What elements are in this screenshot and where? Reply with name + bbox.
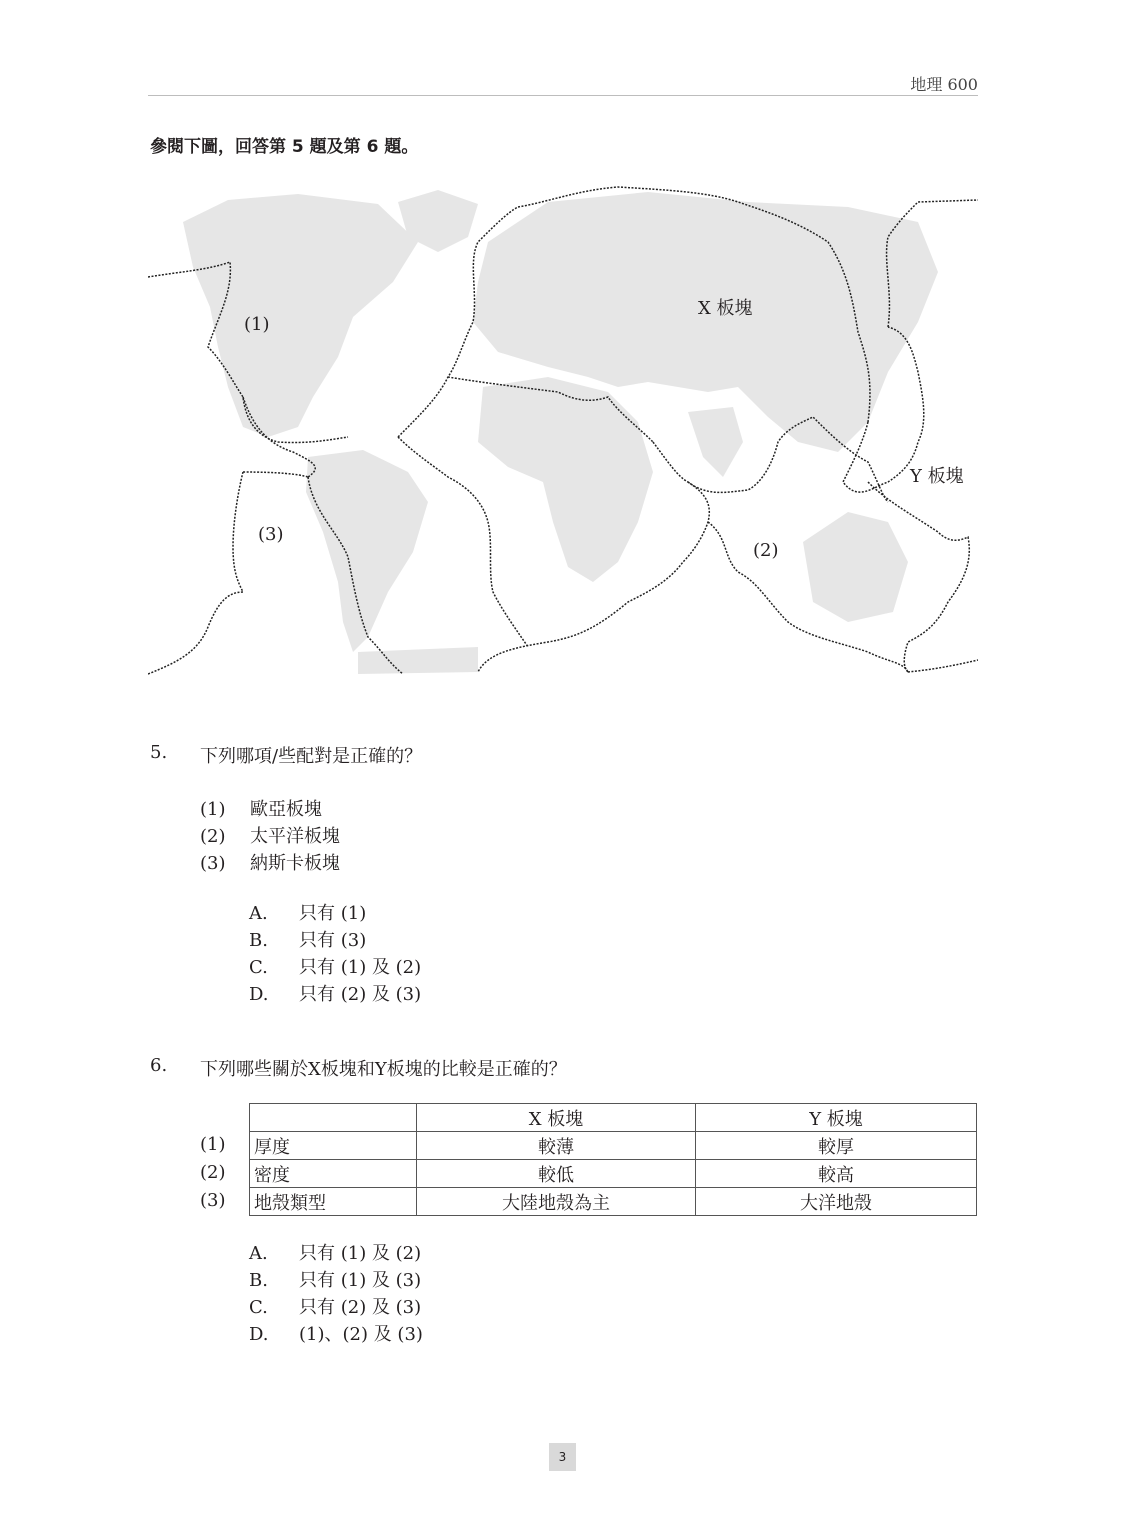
map-label-two: (2) [753,540,779,561]
option-text: (1)、(2) 及 (3) [299,1324,423,1345]
boundary-atlantic-ridge-south [398,437,528,647]
table-header-cell: X 板塊 [417,1104,696,1132]
q5-statements [200,796,340,877]
q5-statement-label: (2) [200,826,226,847]
q5-option-d[interactable] [249,981,421,1008]
option-text: 只有 (3) [299,930,367,951]
page-number: 3 [549,1443,576,1471]
page-header-subject: 地理 600 [910,75,978,94]
table-header-row [250,1104,977,1132]
option-text: 只有 (1) 及 (2) [299,1243,422,1264]
table-cell: 較薄 [417,1132,696,1160]
q6-number: 6. [150,1055,168,1076]
australia-landmass [803,512,908,622]
table-row [250,1188,977,1216]
q5-option-a[interactable] [249,900,421,927]
option-label: C. [249,1297,268,1318]
map-label-one: (1) [244,314,270,335]
q5-statement [200,850,340,877]
option-text: 只有 (2) 及 (3) [299,1297,422,1318]
table-cell: 地殼類型 [250,1188,417,1216]
option-label: B. [249,1270,268,1291]
q5-option-b[interactable] [249,927,421,954]
q5-statement-label: (1) [200,799,226,820]
q5-number: 5. [150,742,168,763]
q5-statement-text: 納斯卡板塊 [250,853,340,874]
table-row [250,1160,977,1188]
q6-question-text: 下列哪些關於X板塊和Y板塊的比較是正確的？ [200,1059,567,1080]
boundary-cocos [243,472,308,477]
option-label: C. [249,957,268,978]
option-label: D. [249,1324,269,1345]
q5-option-c[interactable] [249,954,421,981]
q5-statement-text: 太平洋板塊 [250,826,340,847]
q5-options [249,900,421,1008]
india-landmass [688,407,743,477]
q5-statement [200,823,340,850]
q6-option-d[interactable] [249,1321,423,1348]
q6-row-label: (2) [200,1162,226,1183]
south-america-landmass [306,450,428,652]
option-text: 只有 (1) 及 (2) [299,957,422,978]
option-text: 只有 (1) 及 (3) [299,1270,422,1291]
table-cell: 大陸地殼為主 [417,1188,696,1216]
option-label: B. [249,930,268,951]
boundary-nazca-west [233,472,243,592]
north-america-landmass [183,194,418,437]
q5-statement-text: 歐亞板塊 [250,799,322,820]
boundary-south-pacific [148,592,243,674]
q6-row-label: (1) [200,1134,226,1155]
option-label: D. [249,984,269,1005]
map-label-y-plate: Y 板塊 [910,466,964,487]
option-text: 只有 (1) [299,903,367,924]
table-cell: 較厚 [696,1132,977,1160]
map-label-three: (3) [258,524,284,545]
table-header-cell: Y 板塊 [696,1104,977,1132]
option-label: A. [249,903,268,924]
header-divider [148,95,978,96]
instruction-text: 參閱下圖，回答第 5 題及第 6 題。 [150,137,419,157]
table-row [250,1132,977,1160]
table-cell: 較高 [696,1160,977,1188]
table-cell: 密度 [250,1160,417,1188]
q5-question-text: 下列哪項/些配對是正確的？ [200,746,423,767]
continents [183,190,938,674]
africa-landmass [478,377,653,582]
q5-statement [200,796,340,823]
table-cell: 大洋地殼 [696,1188,977,1216]
table-cell: 較低 [417,1160,696,1188]
q6-comparison-table [249,1103,977,1216]
table-header-cell [250,1104,417,1132]
antarctica-landmass [358,647,478,674]
q6-option-b[interactable] [249,1267,423,1294]
q5-statement-label: (3) [200,853,226,874]
table-cell: 厚度 [250,1132,417,1160]
option-text: 只有 (2) 及 (3) [299,984,422,1005]
q6-row-label: (3) [200,1190,226,1211]
q6-option-a[interactable] [249,1240,423,1267]
q6-option-c[interactable] [249,1294,423,1321]
boundary-antarctic [908,660,978,672]
plate-map [148,182,978,682]
option-label: A. [249,1243,268,1264]
q6-options [249,1240,423,1348]
map-label-x-plate: X 板塊 [698,298,753,319]
